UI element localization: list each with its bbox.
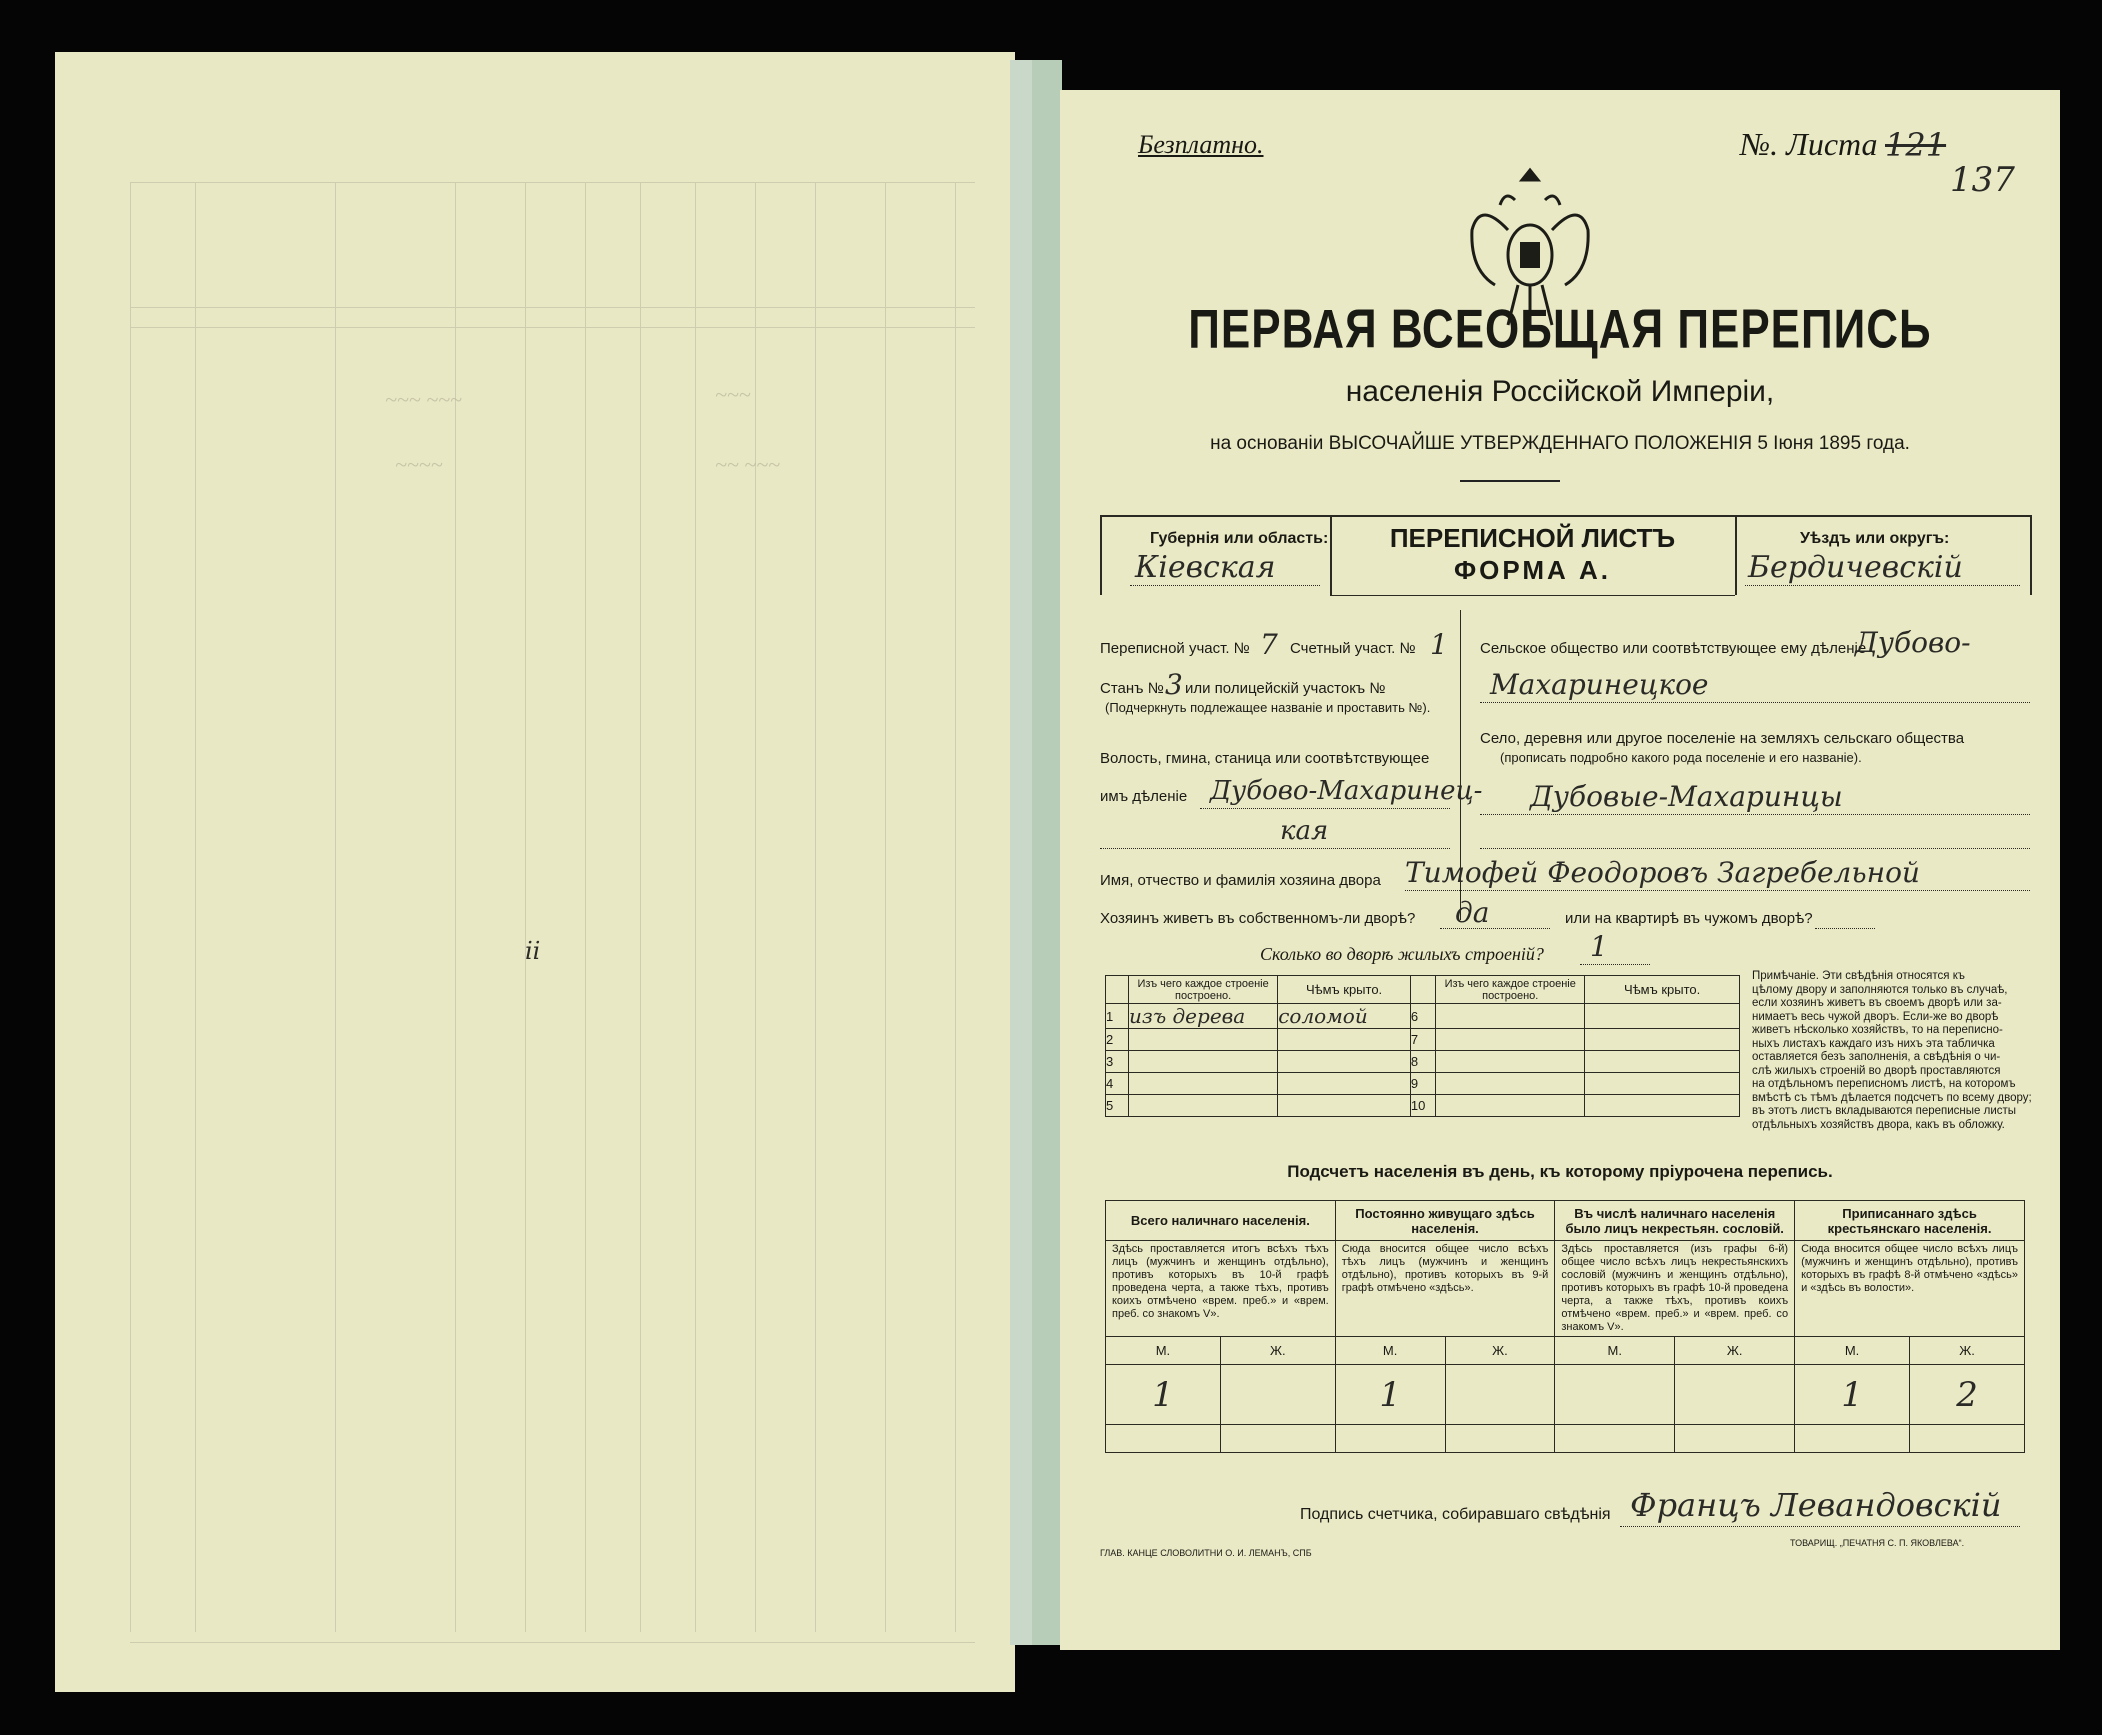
count-3-m (1555, 1365, 1675, 1425)
left-page: ~~~ ~~~ ~~~~ ~~~ ~~ ~~~ іі (55, 52, 1015, 1692)
counting-area-label: Счетный участ. № (1290, 640, 1416, 657)
buildings-col-roof: Чѣмъ крыто. (1278, 976, 1411, 1004)
count-group-desc-4: Сюда вносится общее число всѣхъ лицъ (мужчинъ и женщинъ отдѣльно), противъ которыхъ въ графѣ 8-й отмѣчено «здѣсь» и «здѣсь въ волости». (1795, 1241, 2025, 1337)
free-label: Безплатно. (1138, 130, 1264, 159)
archive-number: 137 (1950, 160, 2015, 200)
sheet-number-label: №. Листа (1740, 126, 1878, 162)
society-value-2: Махаринецкое (1490, 668, 1709, 701)
spine-shadow (1032, 60, 1062, 1645)
owner-value: Тимофей Феодоровъ Загребельной (1405, 856, 1920, 889)
count-2-zh (1445, 1365, 1555, 1425)
own-yard-value: да (1455, 896, 1490, 929)
count-group-desc-3: Здѣсь проставляется (изъ графы 6-й) общее число всѣхъ лицъ некрестьянскихъ сословій (мужчинъ и женщинъ отдѣльно), противъ которыхъ въ графѣ 10-й проведена черта, а также тѣхъ, противъ коихъ отмѣчено «врем. преб.» и «врем. преб. со знакомъ V». (1555, 1241, 1795, 1337)
society-label: Сельское общество или соотвѣтствующее ему дѣленіе (1480, 640, 1867, 657)
village-note: (прописать подробно какого рода поселеніе и его названіе). (1500, 750, 1862, 765)
buildings-col-roof-2: Чѣмъ крыто. (1585, 976, 1740, 1004)
count-group-desc-1: Здѣсь проставляется итогъ всѣхъ тѣхъ лицъ (мужчинъ и женщинъ отдѣльно), противъ которыхъ въ 10-й графѣ проведена черта, а также тѣхъ, противъ коихъ отмѣчено «врем. преб.» и «врем. преб. со знакомъ V». (1106, 1241, 1336, 1337)
count-1-m: 1 (1106, 1365, 1221, 1425)
volost-value: Дубово-Махаринец- (1210, 776, 1483, 806)
count-2-m: 1 (1335, 1365, 1445, 1425)
stan-label: Станъ № (1100, 680, 1164, 697)
title-main: ПЕРВАЯ ВСЕОБЩАЯ ПЕРЕПИСЬ (1188, 298, 1932, 360)
owner-label: Имя, отчество и фамилія хозяина двора (1100, 872, 1381, 889)
table-row: 3 8 (1106, 1051, 1740, 1073)
note-block: Примѣчаніе. Эти свѣдѣнія относятся къ цѣлому двору и заполняются только въ случаѣ, если хозяинъ живетъ въ своемъ дворѣ или за- нимаетъ весь чужой дворъ. Если-же во дворѣ живетъ нѣсколько хозяйствъ, то на переписно- ныхъ листахъ каждаго изъ нихъ эта табличка оставляется безъ заполненія, а свѣдѣнія о чи- слѣ жилыхъ строеній во дворѣ проставляются на отдѣльномъ переписномъ листѣ, на которомъ вмѣстѣ съ тѣмъ дѣлается подсчетъ по всему двору; въ этотъ листъ вкладываются переписные листы отдѣльныхъ хозяйствъ двора, какъ въ обложку. (1752, 970, 2032, 1131)
count-heading: Подсчетъ населенія въ день, къ которому пріурочена перепись. (1287, 1162, 1833, 1181)
guberniya-value: Кіевская (1135, 550, 1276, 585)
village-label: Село, деревня или другое поселеніе на земляхъ сельскаго общества (1480, 730, 1965, 747)
printer-right: ТОВАРИЩ. „ПЕЧАТНЯ С. П. ЯКОВЛЕВА“. (1790, 1538, 1965, 1548)
count-group-desc-2: Сюда вносится общее число всѣхъ тѣхъ лицъ (мужчинъ и женщинъ отдѣльно), противъ которыхъ въ 9-й графѣ отмѣчено «здѣсь». (1335, 1241, 1555, 1337)
buildings-col-built-2: Изъ чего каждое строеніе построено. (1436, 976, 1585, 1004)
census-area-value: 7 (1260, 628, 1278, 661)
uezd-value: Бердичевскій (1748, 550, 1963, 585)
printer-left: ГЛАВ. КАНЦЕ СЛОВОЛИТНИ О. И. ЛЕМАНЪ, СПБ (1100, 1548, 1312, 1558)
ink-mark: іі (525, 937, 541, 965)
counting-area-value: 1 (1430, 628, 1448, 661)
count-group-title-2: Постоянно живущаго здѣсь населенія. (1335, 1201, 1555, 1241)
form-title: ФОРМА А. (1453, 555, 1612, 585)
sheet-title: ПЕРЕПИСНОЙ ЛИСТЪ (1389, 523, 1676, 553)
count-4-zh: 2 (1910, 1365, 2025, 1425)
count-3-zh (1675, 1365, 1795, 1425)
own-yard-rest: или на квартирѣ въ чужомъ дворѣ? (1565, 910, 1813, 927)
uezd-label: Уѣздъ или округъ: (1800, 530, 1950, 547)
count-group-title-4: Приписаннаго здѣсь крестьянскаго населенія. (1795, 1201, 2025, 1241)
title-basis: на основаніи ВЫСОЧАЙШЕ УТВЕРЖДЕННАГО ПОЛОЖЕНІЯ 5 Іюня 1895 года. (1210, 433, 1910, 454)
buildings-value: 1 (1590, 930, 1608, 963)
count-4-m: 1 (1795, 1365, 1910, 1425)
signature-label: Подпись счетчика, собиравшаго свѣдѣнія (1300, 1506, 1611, 1523)
title-sub: населенія Россійской Имперіи, (1345, 375, 1775, 408)
count-1-zh (1220, 1365, 1335, 1425)
own-yard-label: Хозяинъ живетъ въ собственномъ-ли дворѣ? (1100, 910, 1416, 927)
table-row: 5 10 (1106, 1095, 1740, 1117)
count-group-title-1: Всего наличнаго населенія. (1106, 1201, 1336, 1241)
census-area-label: Переписной участ. № (1100, 640, 1250, 657)
right-page (1060, 90, 2060, 1650)
buildings-label: Сколько во дворѣ жилыхъ строеній? (1260, 944, 1544, 964)
table-row: 2 7 (1106, 1029, 1740, 1051)
volost-label: Волость, гмина, станица или соотвѣтствующее (1100, 750, 1430, 767)
stan-rest: или полицейскій участокъ № (1185, 680, 1386, 697)
count-group-title-3: Въ числѣ наличнаго населенія было лицъ некрестьян. сословій. (1555, 1201, 1795, 1241)
sheet-number: 121 (1885, 126, 1947, 164)
stan-value: 3 (1165, 668, 1183, 701)
ornament-rule (1460, 480, 1560, 482)
buildings-table (1105, 975, 1740, 1117)
row-1-roof: соломой (1278, 1004, 1411, 1029)
society-value: Дубово- (1855, 626, 1971, 659)
village-value: Дубовые-Махаринцы (1530, 780, 1843, 813)
volost-label-2: имъ дѣленіе (1100, 788, 1188, 805)
table-row (1106, 1365, 2025, 1425)
row-1-built: изъ дерева (1129, 1004, 1278, 1029)
stan-note: (Подчеркнуть подлежащее названіе и проставить №). (1105, 700, 1431, 715)
signature-value: Францъ Левандовскій (1630, 1486, 2002, 1524)
guberniya-label: Губернія или область: (1150, 530, 1329, 547)
table-row: 1 изъ дерева соломой 6 (1106, 1004, 1740, 1029)
count-table: Всего наличнаго населенія. Постоянно живущаго здѣсь населенія. Въ числѣ наличнаго населенія было лицъ некрестьян. сословій. Приписаннаго здѣсь крестьянскаго населенія. Здѣсь проставляется итогъ всѣхъ тѣхъ лицъ (мужчинъ и женщинъ отдѣльно), противъ которыхъ въ 10-й графѣ проведена черта, а также тѣхъ, противъ коихъ отмѣчено «врем. преб.» и «врем. преб. со знакомъ V». Сюда вносится общее число всѣхъ тѣхъ лицъ (мужчинъ и женщинъ отдѣльно), противъ которыхъ въ 9-й графѣ отмѣчено «здѣсь». Здѣсь проставляется (изъ графы 6-й) общее число всѣхъ лицъ некрестьянскихъ сословій (мужчинъ и женщинъ отдѣльно), противъ которыхъ въ графѣ 10-й проведена черта, а также тѣхъ, противъ коихъ отмѣчено «врем. преб.» и «врем. преб. со знакомъ V». Сюда вносится общее число всѣхъ лицъ (мужчинъ и женщинъ отдѣльно), противъ которыхъ въ графѣ 8-й отмѣчено «здѣсь» и «здѣсь въ волости». М. Ж. М. Ж. М. Ж. М. Ж. 1 1 1 2 (1105, 1200, 2025, 1453)
volost-value-2: кая (1280, 816, 1329, 846)
table-row: 4 9 (1106, 1073, 1740, 1095)
buildings-col-built: Изъ чего каждое строеніе построено. (1129, 976, 1278, 1004)
